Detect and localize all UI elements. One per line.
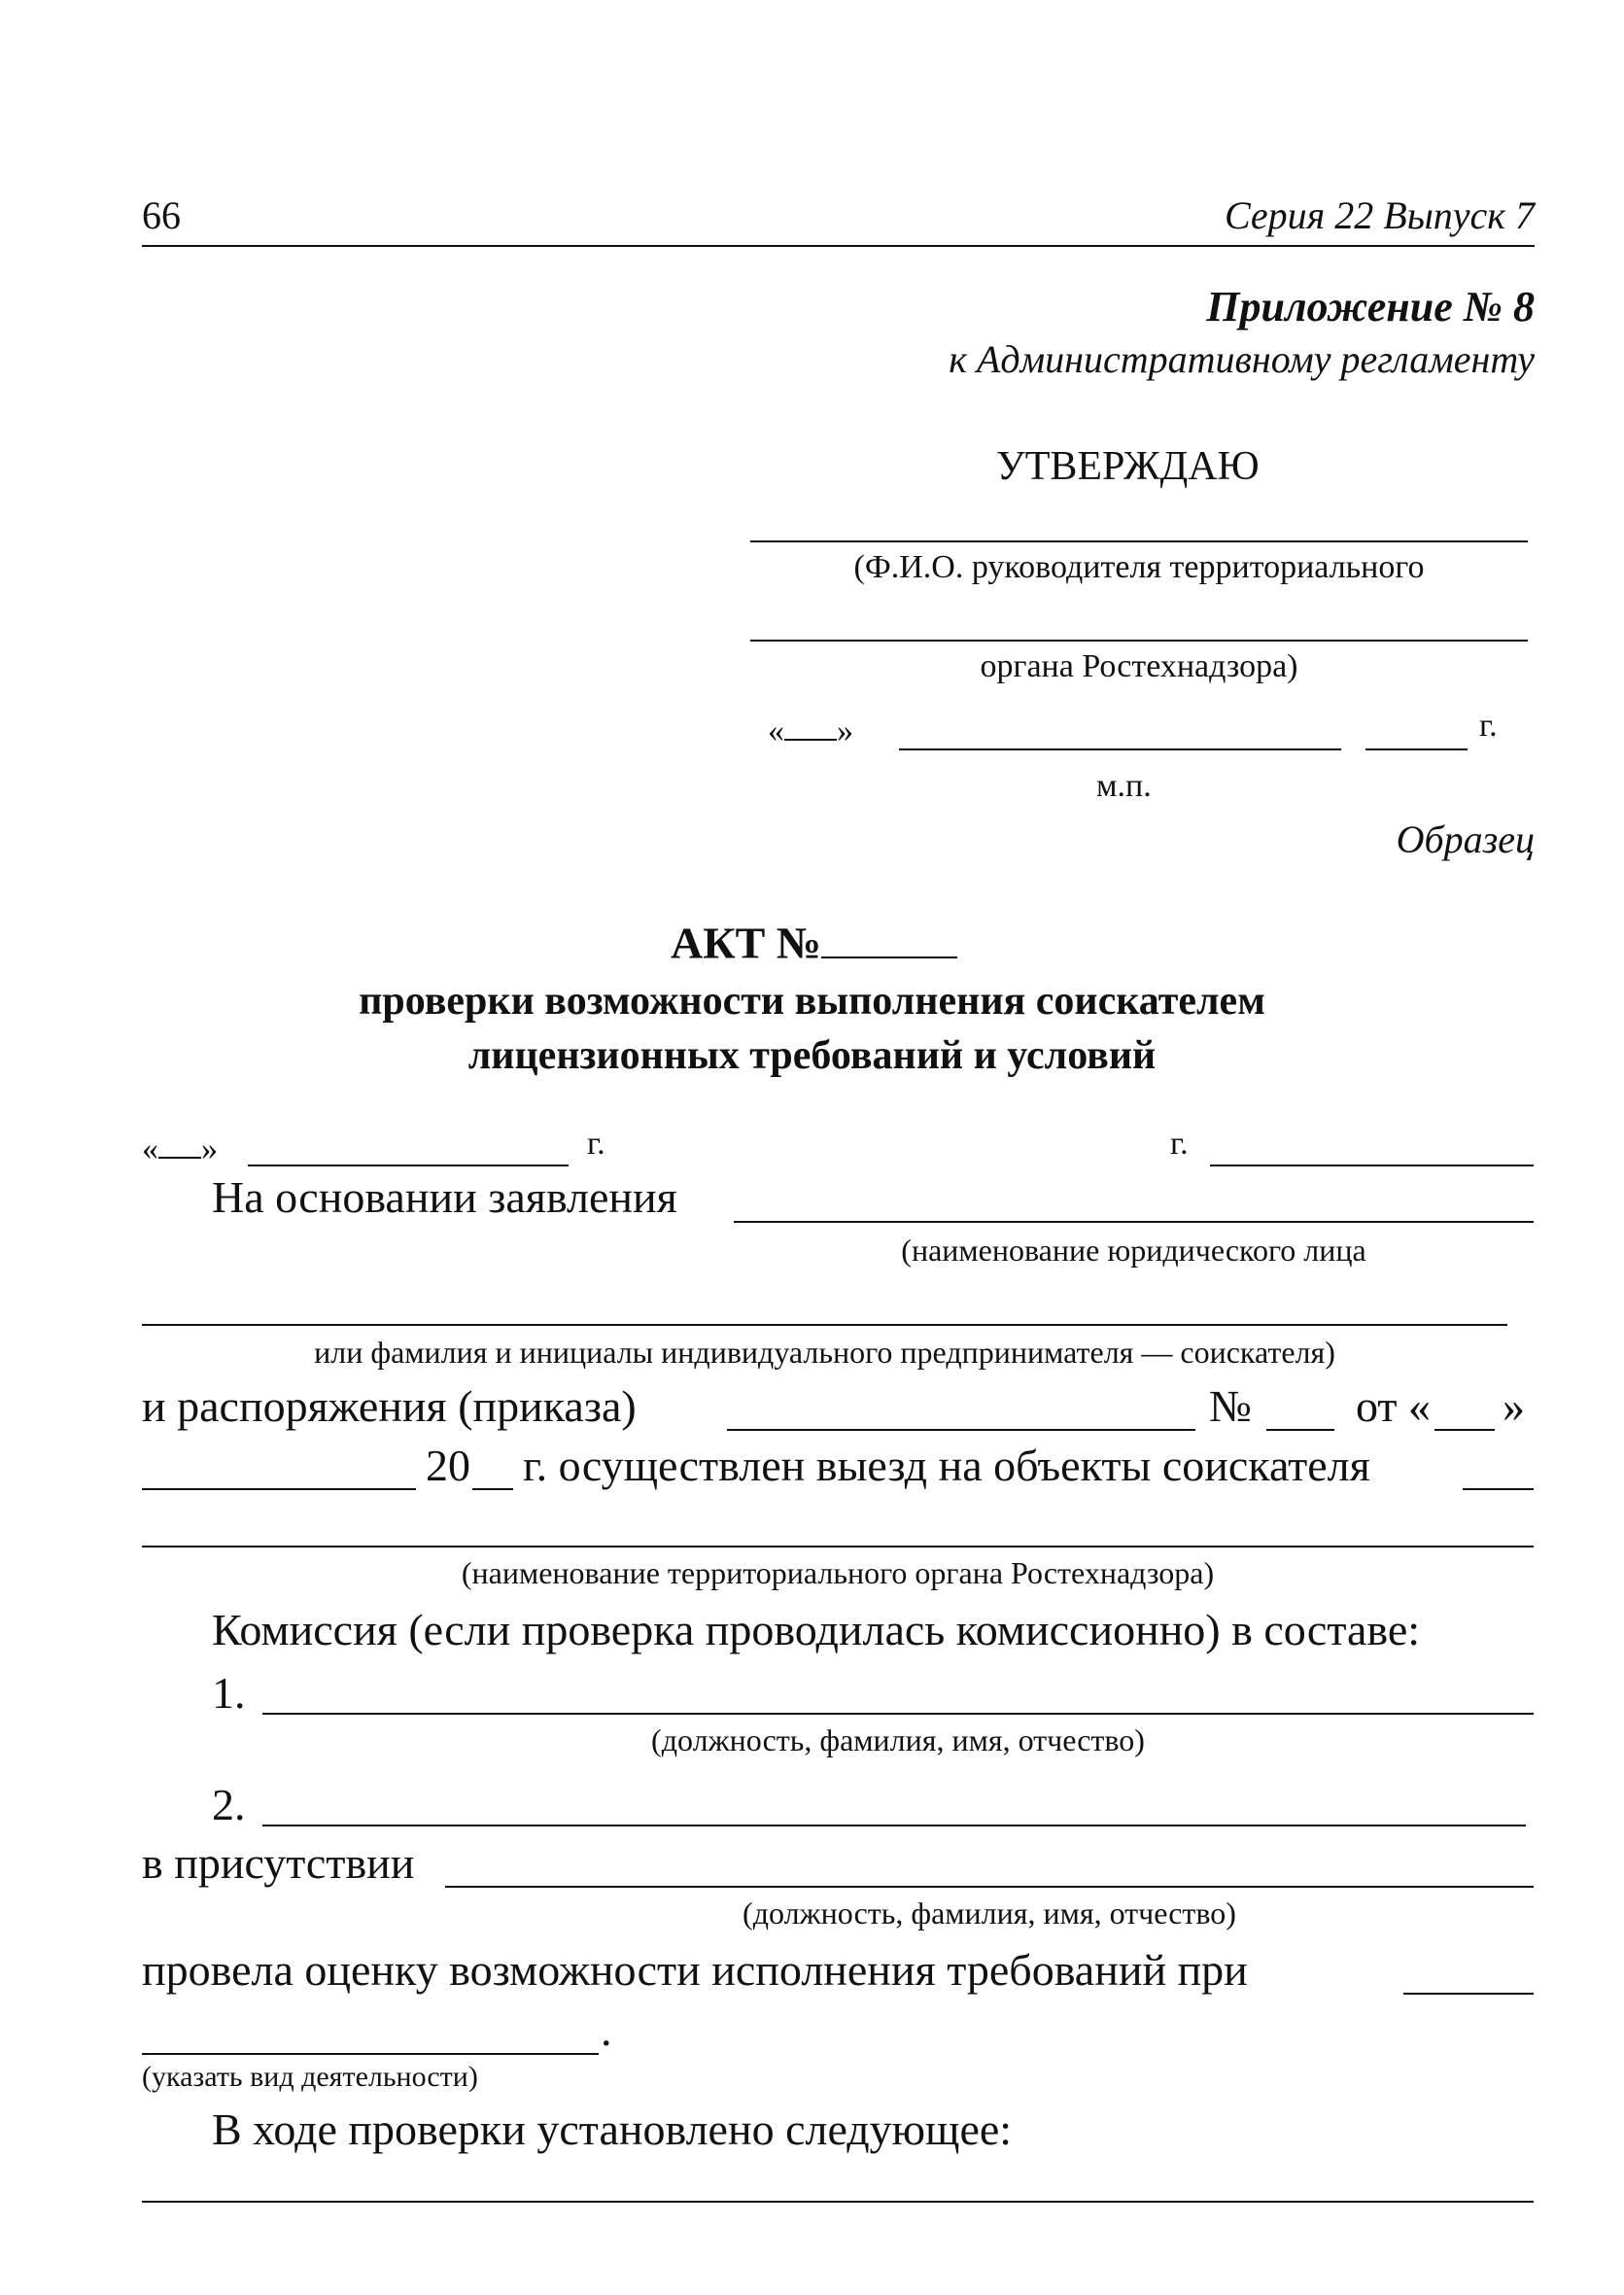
- act-number-blank: [821, 914, 957, 958]
- member-1-label: 1.: [212, 1668, 246, 1718]
- act-subtitle-2: лицензионных требований и условий: [467, 1033, 1157, 1078]
- act-date-open-quote: «: [142, 1130, 158, 1167]
- approval-date-row: [768, 708, 853, 749]
- authority-line: [142, 1546, 1534, 1547]
- basis-name-line: [142, 1324, 1507, 1326]
- evaluation-blank: [1403, 1993, 1534, 1995]
- order-number-blank: [1266, 1429, 1334, 1431]
- order-blank: [727, 1429, 1195, 1431]
- stamp-label: м.п.: [1096, 768, 1152, 804]
- header-rule: [142, 245, 1535, 247]
- visit-month-blank: [142, 1488, 416, 1490]
- order-prefix: и распоряжения (приказа): [142, 1381, 637, 1431]
- city-prefix: г.: [1170, 1126, 1189, 1162]
- approval-date-close-quote: »: [837, 713, 853, 749]
- order-day-blank: [1434, 1429, 1495, 1431]
- order-close-quote: »: [1503, 1381, 1525, 1431]
- order-number-sign: №: [1209, 1381, 1252, 1431]
- act-month-blank: [248, 1165, 569, 1166]
- approval-year-suffix: г.: [1479, 708, 1498, 744]
- approval-caption-1: (Ф.И.О. руководителя территориального: [853, 549, 1425, 585]
- approval-day-blank: [784, 708, 837, 741]
- activity-line: [142, 2053, 599, 2055]
- member-1-line: [262, 1713, 1534, 1715]
- authority-caption: (наименование территориального органа Ростехнадзора): [461, 1555, 1215, 1590]
- approval-name-line-1: [750, 540, 1528, 542]
- findings-text: В ходе проверки установлено следующее:: [212, 2104, 1013, 2154]
- activity-period: .: [601, 2005, 612, 2055]
- approval-caption-2: органа Ростехнадзора): [980, 648, 1298, 684]
- approval-year-blank: [1365, 748, 1468, 750]
- order-from: от «: [1356, 1381, 1431, 1431]
- approval-date-open-quote: «: [768, 713, 784, 749]
- act-title: [671, 914, 957, 969]
- member-2-line: [262, 1825, 1526, 1826]
- appendix-subtitle: к Административному регламенту: [949, 337, 1535, 381]
- basis-blank: [734, 1221, 1534, 1223]
- year-prefix: 20: [426, 1441, 470, 1490]
- act-subtitle-1: проверки возможности выполнения соискателем: [359, 979, 1265, 1024]
- approval-name-line-2: [750, 640, 1528, 642]
- evaluation-text: провела оценку возможности исполнения требований при: [142, 1945, 1248, 1995]
- basis-caption-2: или фамилия и инициалы индивидуального предпринимателя — соискателя): [314, 1335, 1335, 1370]
- member-1-caption: (должность, фамилия, имя, отчество): [651, 1722, 1145, 1757]
- act-title-text: АКТ №: [671, 918, 821, 968]
- approval-month-blank: [899, 748, 1341, 750]
- approval-heading: УТВЕРЖДАЮ: [996, 444, 1260, 489]
- basis-caption-1: (наименование юридического лица: [901, 1233, 1366, 1268]
- visit-text: г. осуществлен выезд на объекты соискателя: [523, 1441, 1370, 1490]
- presence-text: в присутствии: [142, 1838, 415, 1888]
- sample-label: Образец: [1396, 817, 1535, 861]
- findings-line: [142, 2201, 1534, 2203]
- act-date-row: [142, 1126, 218, 1167]
- act-day-blank: [158, 1126, 201, 1159]
- basis-text: На основании заявления: [212, 1172, 677, 1222]
- visit-object-blank: [1463, 1488, 1534, 1490]
- act-date-close-quote: »: [201, 1130, 218, 1167]
- presence-line: [445, 1886, 1534, 1888]
- visit-year-blank: [472, 1488, 513, 1490]
- appendix-title: Приложение № 8: [1206, 283, 1535, 330]
- presence-caption: (должность, фамилия, имя, отчество): [743, 1895, 1236, 1930]
- city-blank: [1210, 1165, 1534, 1166]
- activity-caption: (указать вид деятельности): [142, 2061, 478, 2093]
- page-number: 66: [142, 193, 181, 237]
- member-2-label: 2.: [212, 1780, 246, 1829]
- act-date-year: г.: [587, 1126, 605, 1162]
- commission-text: Комиссия (если проверка проводилась комиссионно) в составе:: [212, 1605, 1421, 1654]
- series-label: Серия 22 Выпуск 7: [1224, 193, 1535, 237]
